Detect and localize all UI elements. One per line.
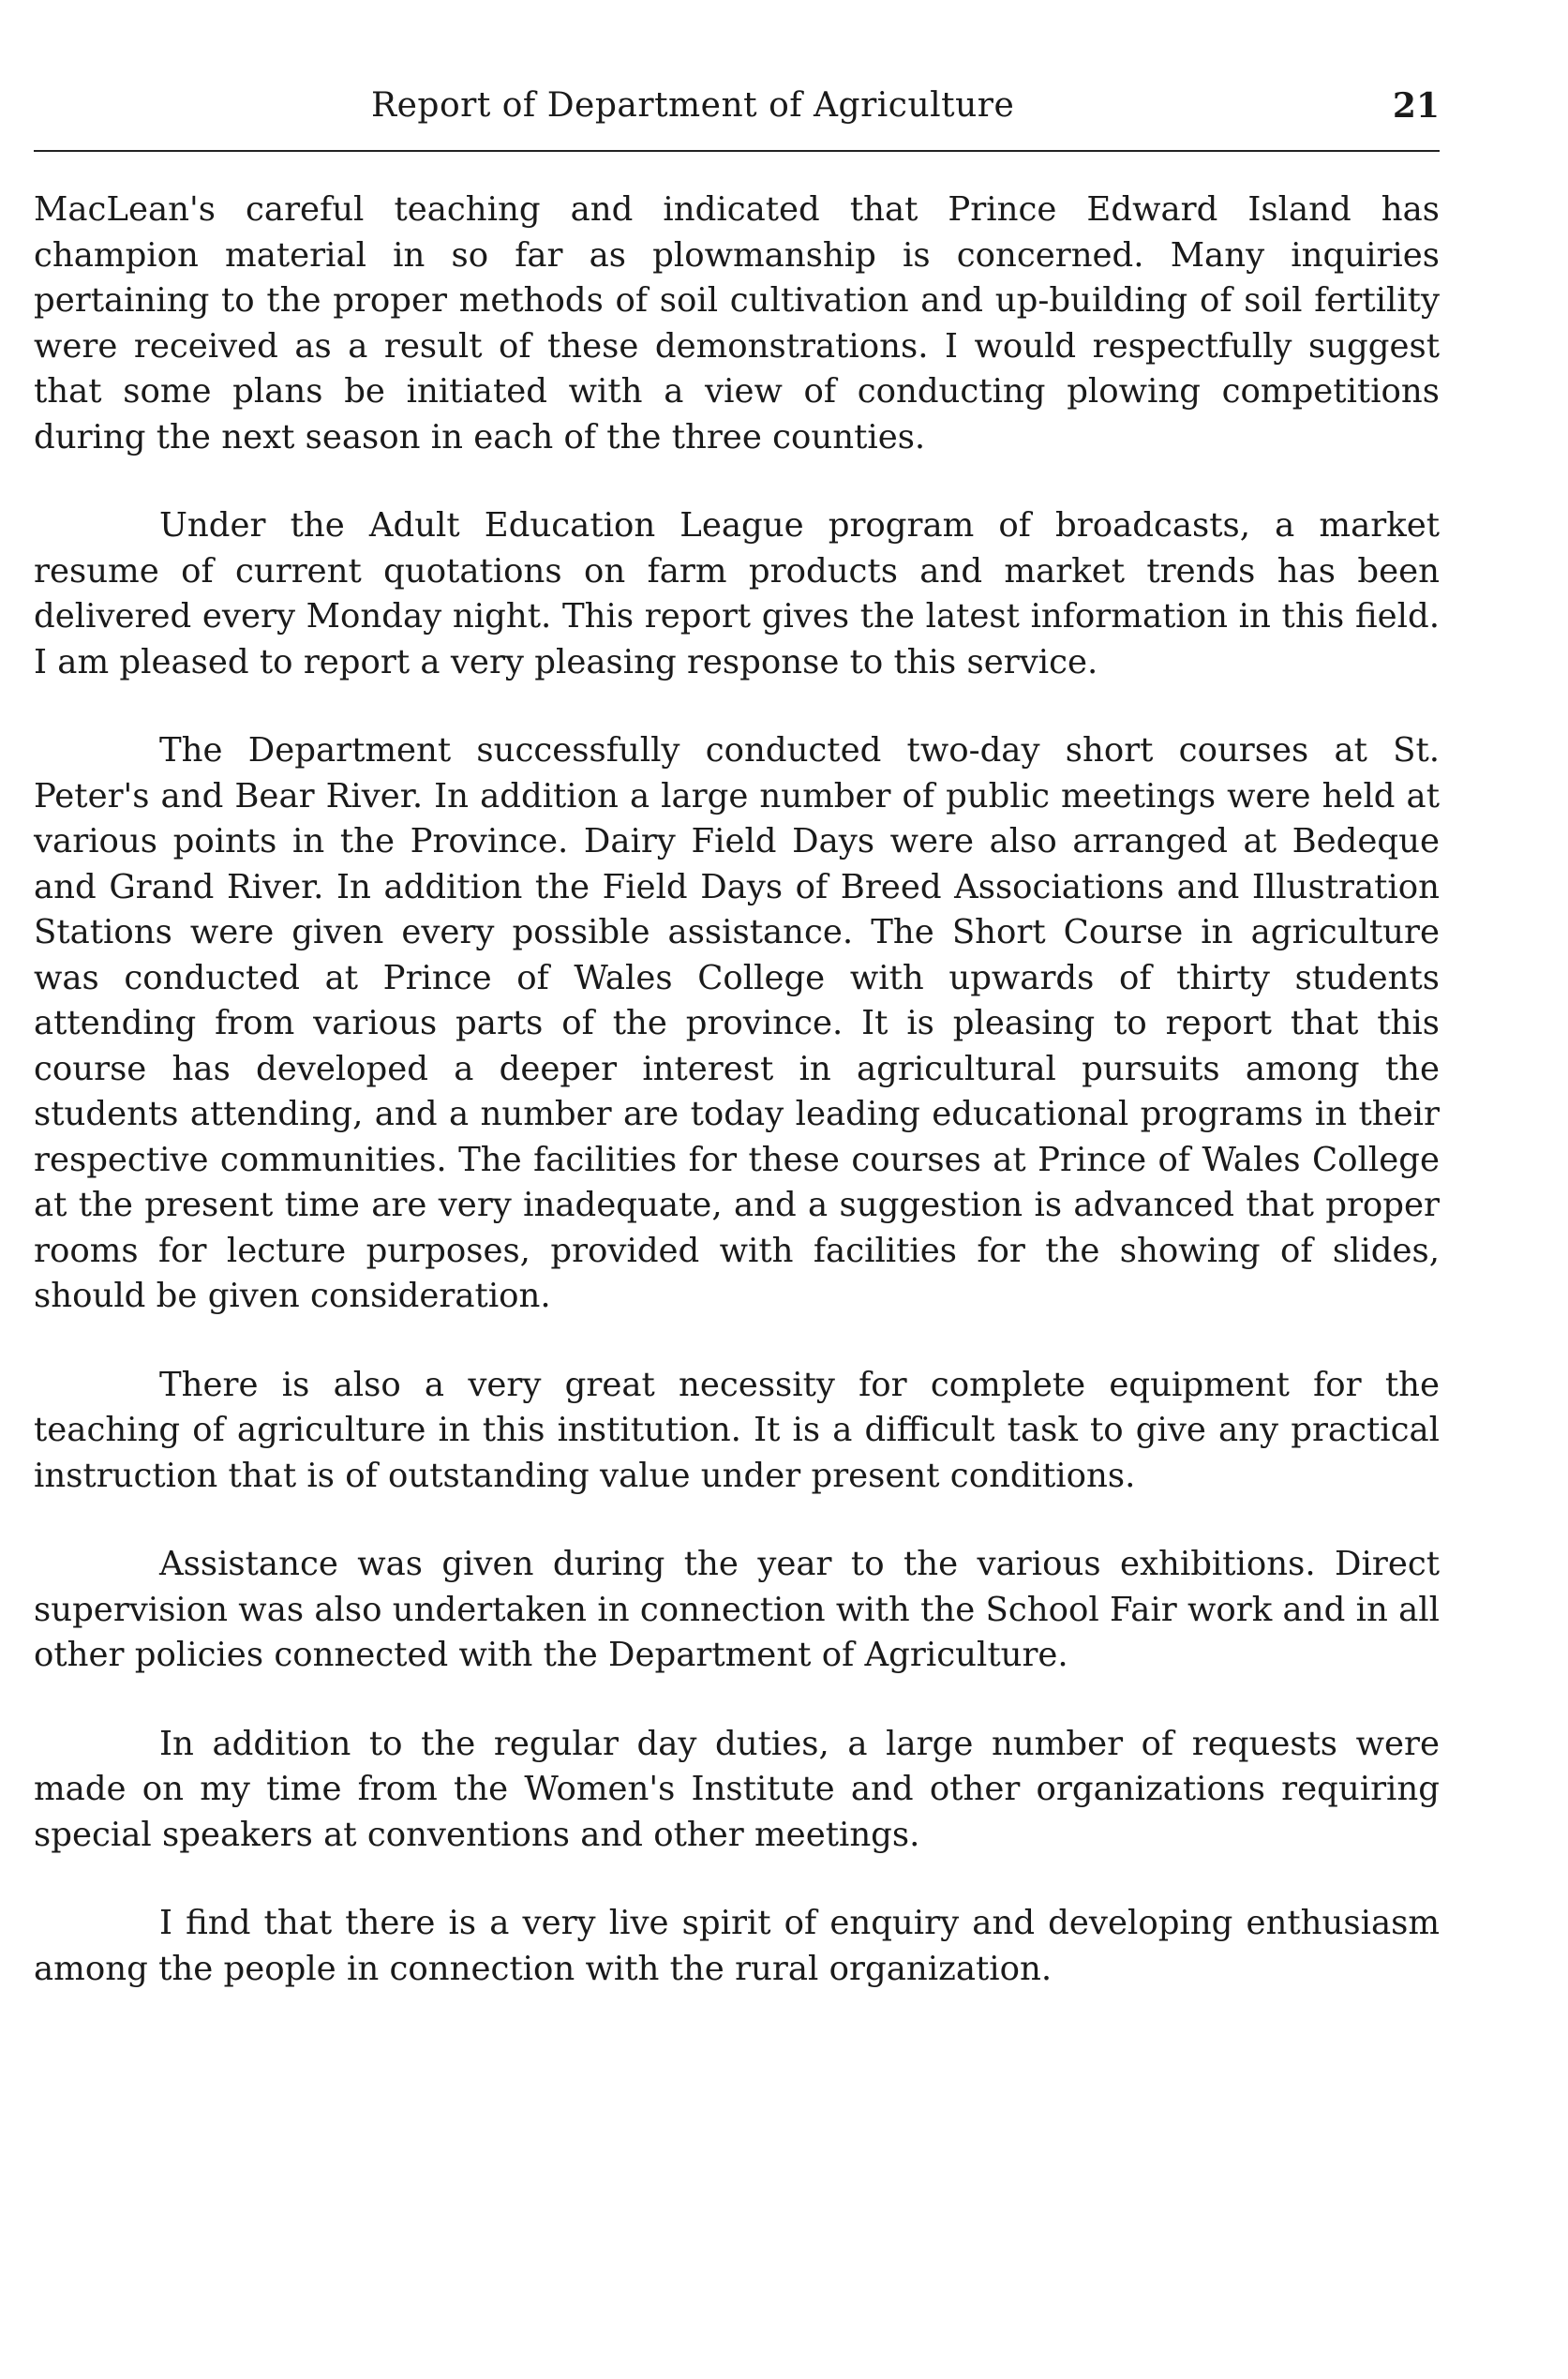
body-text bbox=[34, 187, 1440, 2035]
paragraph-speaking-requests: In addition to the regular day duties, a large number of requests were made on my time from the Women's Institute and other organizations requiring special speakers at conventions and other meetings. bbox=[34, 1724, 1440, 1854]
page-number: 21 bbox=[1392, 86, 1440, 126]
paragraph-rural-organization: I find that there is a very live spirit of enquiry and developing enthusiasm among the people in connection with the rural organization. bbox=[34, 1904, 1440, 1988]
paragraph-equipment: There is also a very great necessity for complete equipment for the teaching of agriculture in this institution. It is a difficult task to give any practical instruction that is of outstanding value under present conditions. bbox=[34, 1365, 1440, 1495]
running-title: Report of Department of Agriculture bbox=[371, 86, 1015, 125]
paragraph-exhibitions: Assistance was given during the year to the various exhibitions. Direct supervision was also undertaken in connection with the School Fair work and in all other policies connected with the Department of Agriculture. bbox=[34, 1545, 1440, 1674]
paragraph-short-courses: The Department successfully conducted two-day short courses at St. Peter's and Bear River. In addition a large number of public meetings were held at various points in the Province. Dairy Field Days were also arranged at Bedeque and Grand River. In addition the Field Days of Breed Associations and Illustration Stations were given every possible assistance. The Short Course in agriculture was conducted at Prince of Wales College with upwards of thirty students attending from various parts of the province. It is pleasing to report that this course has developed a deeper interest in agricultural pursuits among the students attending, and a number are today leading educational programs in their respective communities. The facilities for these courses at Prince of Wales College at the present time are very inadequate, and a suggestion is advanced that proper rooms for lecture purposes, provided with facilities for the showing of slides, should be given consideration. bbox=[34, 731, 1440, 1315]
running-header bbox=[34, 86, 1440, 142]
paragraph-broadcasts: Under the Adult Education League program of broadcasts, a market resume of current quotations on farm products and market trends has been delivered every Monday night. This report gives the latest information in this field. I am pleased to report a very pleasing response to this service. bbox=[34, 506, 1440, 681]
header-rule bbox=[34, 150, 1440, 152]
paragraph-plowing: MacLean's careful teaching and indicated that Prince Edward Island has champion material in so far as plowmanship is concerned. Many inquiries pertaining to the proper methods of soil cultivation and up-building of soil fertility were received as a result of these demonstrations. I would respectfully suggest that some plans be initiated with a view of conducting plowing competitions during the next season in each of the three counties. bbox=[34, 190, 1440, 456]
